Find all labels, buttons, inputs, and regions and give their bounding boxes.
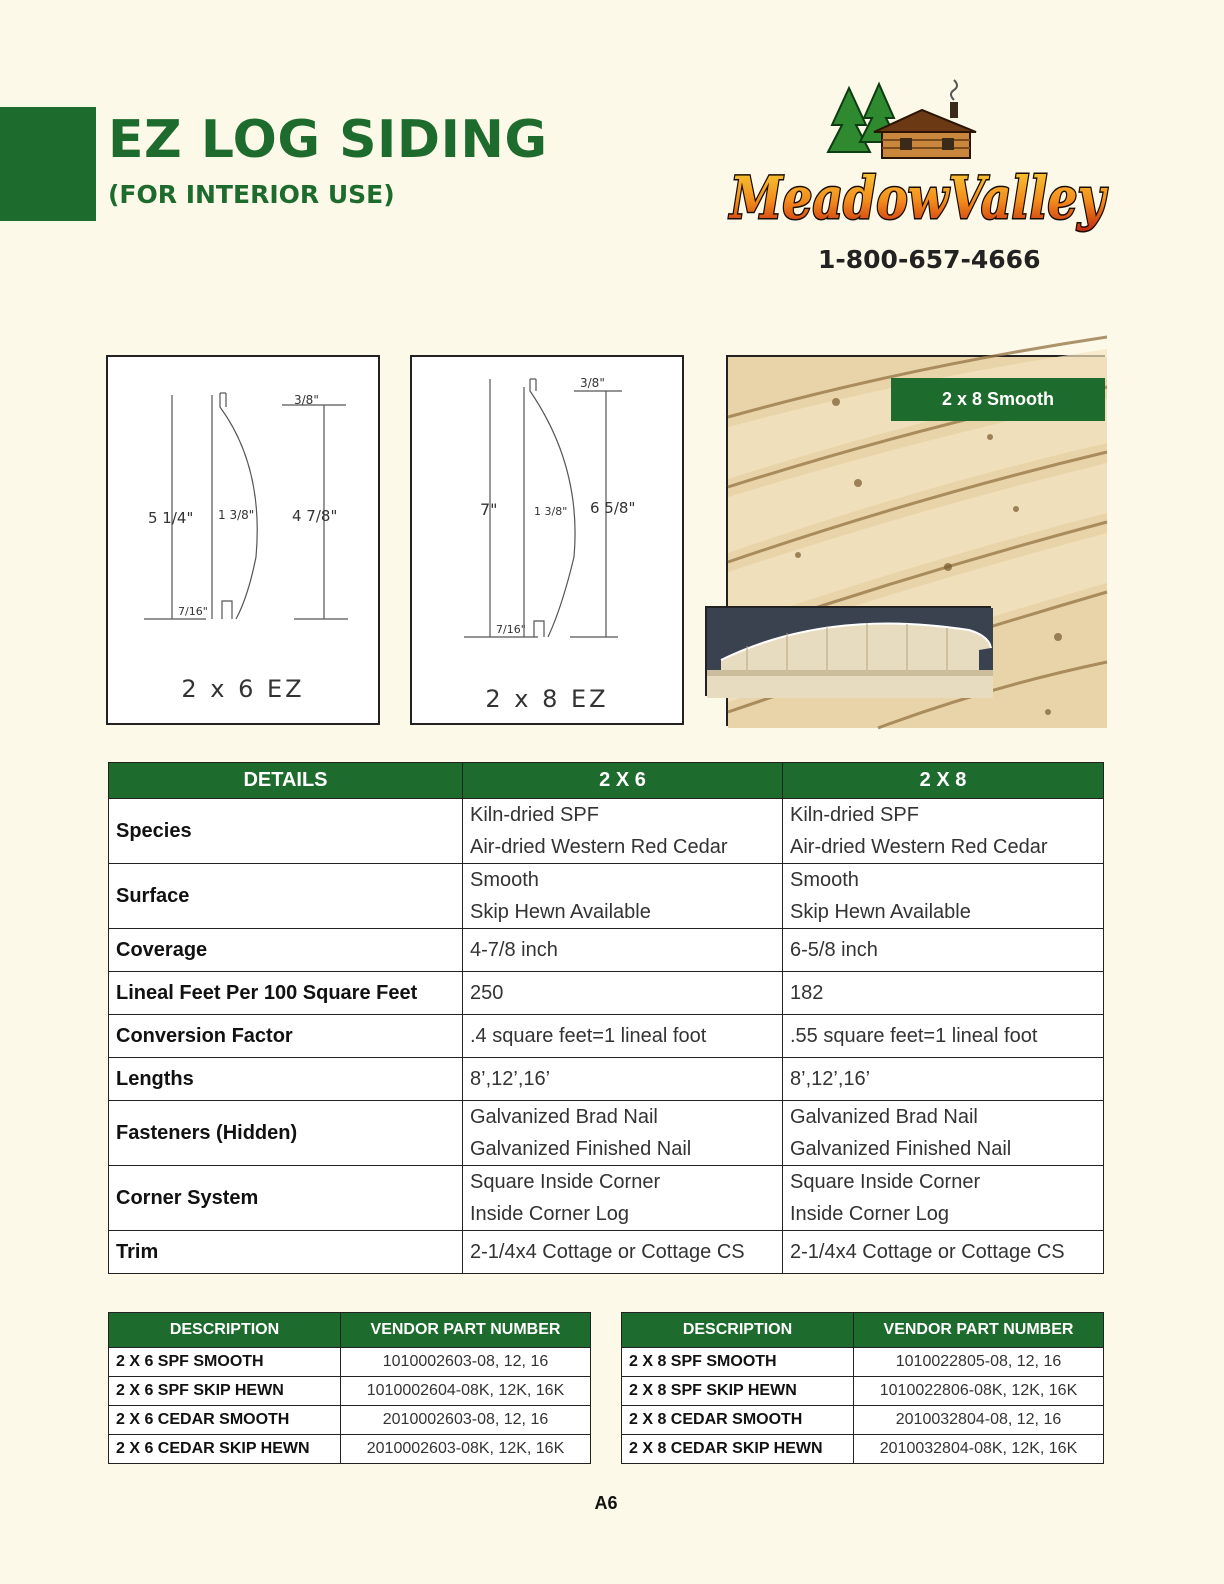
details-cell — [463, 1101, 783, 1166]
details-cell-line: Skip Hewn Available — [470, 901, 651, 923]
details-cell-line: .55 square feet=1 lineal foot — [790, 1025, 1038, 1047]
parts-header: VENDOR PART NUMBER — [341, 1313, 591, 1348]
details-row — [109, 929, 1104, 972]
details-cell-line: Skip Hewn Available — [790, 901, 971, 923]
phone-number: 1-800-657-4666 — [818, 245, 1041, 274]
details-cell-line: Smooth — [470, 869, 539, 891]
dim-face: 4 7/8" — [292, 507, 338, 525]
parts-header: DESCRIPTION — [622, 1313, 854, 1348]
details-row — [109, 1015, 1104, 1058]
details-cell-line: 8’,12’,16’ — [790, 1068, 871, 1090]
parts-header: DESCRIPTION — [109, 1313, 341, 1348]
details-cell — [463, 864, 783, 929]
drawing-caption: 2 x 8 EZ — [485, 685, 609, 713]
details-cell — [463, 972, 783, 1015]
details-row — [109, 864, 1104, 929]
details-row — [109, 1231, 1104, 1274]
details-cell — [783, 1058, 1104, 1101]
details-cell-line: Air-dried Western Red Cedar — [790, 836, 1048, 858]
details-cell-line: 6-5/8 inch — [790, 939, 878, 961]
details-cell — [463, 1015, 783, 1058]
details-cell — [783, 799, 1104, 864]
details-row — [109, 799, 1104, 864]
details-cell — [783, 1166, 1104, 1231]
parts-table-2x8 — [621, 1312, 1104, 1464]
details-row-label: Conversion Factor — [109, 1015, 463, 1058]
details-cell — [783, 1015, 1104, 1058]
parts-row — [622, 1406, 1104, 1435]
dim-face: 6 5/8" — [590, 499, 636, 517]
details-row-label: Surface — [109, 864, 463, 929]
details-cell-line: Square Inside Corner — [470, 1171, 661, 1193]
part-description: 2 X 8 SPF SMOOTH — [622, 1348, 854, 1377]
parts-row — [622, 1348, 1104, 1377]
parts-table-2x6 — [108, 1312, 591, 1464]
details-cell — [463, 1231, 783, 1274]
details-cell-line: Kiln-dried SPF — [790, 804, 919, 826]
details-cell-line: Galvanized Finished Nail — [790, 1138, 1012, 1160]
photo-label: 2 x 8 Smooth — [891, 378, 1105, 421]
page-title: EZ LOG SIDING — [108, 110, 548, 170]
details-cell-line: 182 — [790, 982, 824, 1004]
details-header: 2 X 6 — [463, 763, 783, 799]
details-row-label: Corner System — [109, 1166, 463, 1231]
vendor-part-number: 2010032804-08K, 12K, 16K — [854, 1435, 1104, 1464]
dim-top: 3/8" — [294, 393, 319, 407]
details-row-label: Species — [109, 799, 463, 864]
details-cell-line: .4 square feet=1 lineal foot — [470, 1025, 707, 1047]
details-header: 2 X 8 — [783, 763, 1104, 799]
details-cell — [463, 1058, 783, 1101]
meadow-valley-logo — [724, 80, 1114, 255]
details-cell — [783, 1101, 1104, 1166]
details-cell — [463, 1166, 783, 1231]
details-table — [108, 762, 1104, 1274]
parts-row — [622, 1435, 1104, 1464]
details-cell-line: Kiln-dried SPF — [470, 804, 599, 826]
details-row — [109, 972, 1104, 1015]
dim-thickness: 1 3/8" — [534, 505, 568, 518]
details-cell — [783, 972, 1104, 1015]
details-header: DETAILS — [109, 763, 463, 799]
parts-row — [109, 1377, 591, 1406]
dim-tongue: 7/16" — [496, 623, 526, 636]
details-cell — [463, 929, 783, 972]
dim-thickness: 1 3/8" — [218, 508, 255, 522]
part-description: 2 X 8 CEDAR SKIP HEWN — [622, 1435, 854, 1464]
details-row-label: Lineal Feet Per 100 Square Feet — [109, 972, 463, 1015]
drawing-caption: 2 x 6 EZ — [181, 675, 305, 703]
part-description: 2 X 6 CEDAR SMOOTH — [109, 1406, 341, 1435]
vendor-part-number: 1010002603-08, 12, 16 — [341, 1348, 591, 1377]
details-cell-line: Inside Corner Log — [470, 1203, 629, 1225]
parts-row — [109, 1406, 591, 1435]
board-profile-photo — [705, 606, 991, 696]
part-description: 2 X 8 CEDAR SMOOTH — [622, 1406, 854, 1435]
details-cell-line: 8’,12’,16’ — [470, 1068, 551, 1090]
details-row-label: Lengths — [109, 1058, 463, 1101]
vendor-part-number: 1010002604-08K, 12K, 16K — [341, 1377, 591, 1406]
details-cell — [783, 929, 1104, 972]
details-cell — [783, 1231, 1104, 1274]
dim-height: 7" — [480, 500, 498, 519]
details-cell-line: Galvanized Finished Nail — [470, 1138, 692, 1160]
part-description: 2 X 6 SPF SMOOTH — [109, 1348, 341, 1377]
parts-row — [622, 1377, 1104, 1406]
details-cell-line: 2-1/4x4 Cottage or Cottage CS — [790, 1241, 1065, 1263]
profile-drawing-2x6 — [106, 355, 380, 725]
dim-height: 5 1/4" — [148, 509, 194, 527]
details-cell-line: 4-7/8 inch — [470, 939, 558, 961]
part-description: 2 X 6 SPF SKIP HEWN — [109, 1377, 341, 1406]
parts-row — [109, 1435, 591, 1464]
vendor-part-number: 1010022805-08, 12, 16 — [854, 1348, 1104, 1377]
details-cell-line: 250 — [470, 982, 504, 1004]
details-cell — [463, 799, 783, 864]
details-cell-line: Square Inside Corner — [790, 1171, 981, 1193]
details-row — [109, 1166, 1104, 1231]
details-cell-line: Inside Corner Log — [790, 1203, 949, 1225]
page-number: A6 — [594, 1493, 618, 1513]
vendor-part-number: 2010032804-08, 12, 16 — [854, 1406, 1104, 1435]
part-description: 2 X 8 SPF SKIP HEWN — [622, 1377, 854, 1406]
details-cell-line: Air-dried Western Red Cedar — [470, 836, 728, 858]
details-cell-line: 2-1/4x4 Cottage or Cottage CS — [470, 1241, 745, 1263]
vendor-part-number: 1010022806-08K, 12K, 16K — [854, 1377, 1104, 1406]
details-row-label: Trim — [109, 1231, 463, 1274]
vendor-part-number: 2010002603-08, 12, 16 — [341, 1406, 591, 1435]
details-row-label: Coverage — [109, 929, 463, 972]
dim-tongue: 7/16" — [178, 605, 208, 618]
details-row-label: Fasteners (Hidden) — [109, 1101, 463, 1166]
details-row — [109, 1101, 1104, 1166]
header-green-block — [0, 107, 96, 221]
parts-header: VENDOR PART NUMBER — [854, 1313, 1104, 1348]
dim-top: 3/8" — [580, 376, 605, 390]
details-cell-line: Galvanized Brad Nail — [790, 1106, 978, 1128]
details-row — [109, 1058, 1104, 1101]
details-cell — [783, 864, 1104, 929]
details-cell-line: Galvanized Brad Nail — [470, 1106, 658, 1128]
details-cell-line: Smooth — [790, 869, 859, 891]
part-description: 2 X 6 CEDAR SKIP HEWN — [109, 1435, 341, 1464]
vendor-part-number: 2010002603-08K, 12K, 16K — [341, 1435, 591, 1464]
logo-wordmark: MeadowValley — [728, 164, 1109, 232]
profile-drawing-2x8 — [410, 355, 684, 725]
parts-row — [109, 1348, 591, 1377]
page-subtitle: (FOR INTERIOR USE) — [108, 180, 395, 209]
